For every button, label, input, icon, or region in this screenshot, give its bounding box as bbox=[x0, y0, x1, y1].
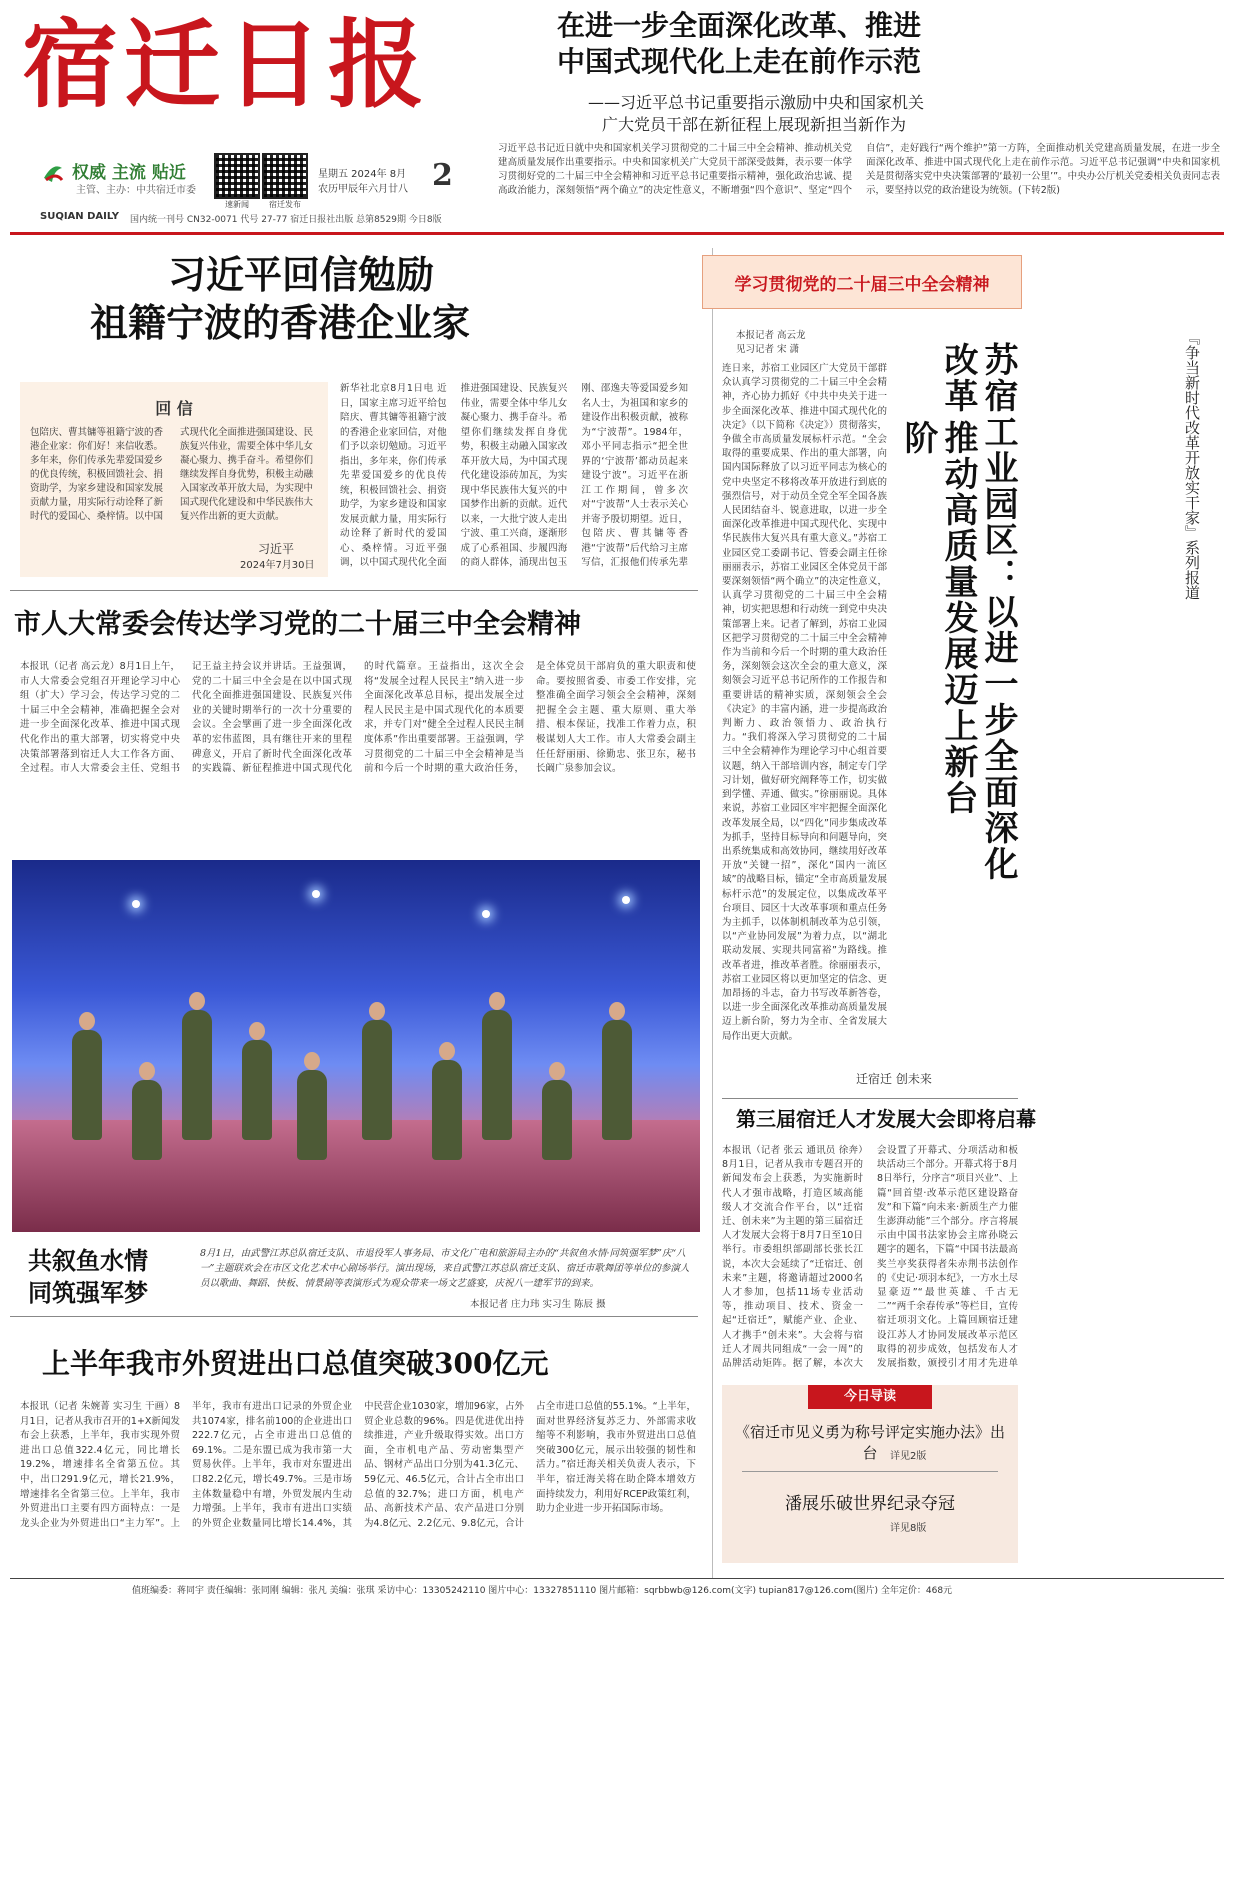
performer bbox=[72, 1030, 102, 1140]
talent-body: 本报讯（记者 张云 通讯员 徐奔）8月1日，记者从我市专题召开的新闻发布会上获悉，为实施新时代人才强市战略，打造区域高能级人才交流合作平台，以“迁宿迁、创未来”为主题的第三届宿迁人才发展大会将于8月7日至10日举行。市委组织部副部长张长江说，本次大会延续了“迁宿迁、创未来”主题，将邀请超过2000名人才参加，包括11场专业活动等，推动项目、技术、资金一起“迁宿迁”，赋能产业、企业、人才携手“创未来”。大会将与宿迁人才周共同组成“一会一周”的品牌活动矩阵。据了解，本次大会设置了开幕式、分项活动和板块活动三个部分。开幕式将于8月8日举行，分序言“项目兴业”、上篇“回首望·改革示范区建设路奋发”和下篇“向未来·新质生产力催生澎湃动能”三个部分。序言将展示由中国书法家协会主席孙晓云题字的题名，下篇“中国书法最高奖兰亭奖获得者朱赤荆书法创作的《史记·项羽本纪》，一方水土尽显豪迈”“最世英雄、千古无二”“两千余春传承”等栏目，宣传宿迁项羽文化。上篇回顾宿迁建设江苏人才协同发展改革示范区取得的初步成效，包括发布人才发展指数，颁授引才用才先进单 bbox=[722, 1145, 1018, 1370]
guide-item-1-ref[interactable]: 详见2版 bbox=[890, 1451, 927, 1462]
masthead-sponsor: 主管、主办：中共宿迁市委 bbox=[76, 185, 196, 196]
guide-divider bbox=[742, 1471, 998, 1472]
stage-light bbox=[312, 890, 320, 898]
lunar-date: 农历甲辰年六月廿八 bbox=[318, 184, 408, 195]
photo-caption-title-1: 共叙鱼水情 bbox=[28, 1246, 148, 1275]
sidebar-banner-text: 学习贯彻党的二十届三中全会精神 bbox=[734, 275, 990, 295]
top-story-body: 习近平总书记近日就中央和国家机关学习贯彻党的二十届三中全会精神、推动机关党建高质量发展作出重要指示。中央和国家机关广大党员干部深受鼓舞，表示要一体学习贯彻好党的二十届三中全会精神和习近平总书记重要指示精神，强化政治忠诚、提高政治能力，深刻领悟“两个确立”的决定性意义，不断增强“四个意识”、坚定“四个自信”，走好践行“两个维护”第一方阵，全面推动机关党建高质量发展，在进一步全面深化改革、推进中国式现代化上走在前作示范。习近平总书记强调“中央和国家机关是贯彻落实党中央决策部署的‘最初一公里’”。中央办公厅机关党委相关负责同志表示，要坚持以党的政治建设为统领。(下转2版) bbox=[498, 143, 1220, 196]
sidebar-byline-2: 见习记者 宋 潇 bbox=[736, 344, 800, 355]
letter-date: 2024年7月30日 bbox=[240, 560, 315, 571]
letter-text: 包陪庆、曹其镛等祖籍宁波的香港企业家：你们好！来信收悉。多年来，你们传承先辈爱国爱乡的优良传统，积极回馈社会、捐资助学，为家乡建设和国家发展贡献力量，用实际行动诠释了新时代的爱国心、桑梓情。以中国式现代化全面推进强国建设、民族复兴伟业，需要全体中华儿女凝心聚力、携手奋斗。希望你们继续发挥自身优势，积极主动融入国家改革开放大局，为实现中国式现代化建设和中华民族伟大复兴作出新的更大贡献。 bbox=[30, 427, 314, 522]
stage-floor bbox=[12, 1120, 700, 1232]
performer bbox=[297, 1070, 327, 1160]
qr-code-icon bbox=[262, 153, 308, 199]
lead-body: 新华社北京8月1日电 近日，国家主席习近平给包陪庆、曹其镛等祖籍宁波的香港企业家回信，对他们予以亲切勉励。习近平指出，多年来，你们传承先辈爱国爱乡的优良传统，积极回馈社会、捐资助学，为家乡建设和国家发展贡献力量，用实际行动诠释了新时代的爱国心、桑梓情。习近平强调，以中国式现代化全面推进强国建设、民族复兴伟业，需要全体中华儿女凝心聚力、携手奋斗。希望你们继续发挥自身优势，积极主动融入国家改革开放大局，为中国式现代化建设添砖加瓦，为实现中华民族伟大复兴的中国梦作出新的贡献。近代以来，一大批宁波人走出宁波、重工兴商，逐渐形成了心系祖国、步履四海的商人群体，涌现出包玉刚、邵逸夫等爱国爱乡知名人士，为祖国和家乡的建设作出积极贡献，被称为“宁波帮”。1984年，邓小平同志指示“把全世界的‘宁波帮’都动员起来建设宁波”。习近平在浙江工作期间，曾多次对“宁波帮”人士表示关心并寄予殷切期望。近日，包陪庆、曹其镛等香港“宁波帮”后代给习主席写信，汇报他们传承先辈 bbox=[340, 383, 688, 568]
guide-item-2[interactable]: 潘展乐破世界纪录夺冠 bbox=[785, 1494, 955, 1514]
footer-info: 值班编委：蒋同宇 责任编辑：张同刚 编辑：张凡 美编：张琪 采访中心：13305242110 图片中心：13327851110 图片邮箱：sqrbbwb@126.com(文字) tupian817@126.com(图片) 全年定价：468元 bbox=[132, 1586, 953, 1596]
newspaper-logo-icon bbox=[40, 160, 66, 186]
english-name: SUQIAN DAILY bbox=[40, 211, 119, 222]
guide-item-2-ref[interactable]: 详见8版 bbox=[890, 1523, 927, 1534]
stage-light bbox=[622, 896, 630, 904]
letter-title: 回 信 bbox=[155, 399, 193, 418]
performer bbox=[182, 1010, 212, 1140]
qr-label: 速新闻 bbox=[225, 200, 249, 209]
section-divider bbox=[10, 590, 698, 591]
performer bbox=[362, 1020, 392, 1140]
qr-label: 宿迁发布 bbox=[269, 200, 301, 209]
sidebar-body: 连日来，苏宿工业园区广大党员干部群众认真学习贯彻党的二十届三中全会精神，齐心协力抓好《中共中央关于进一步全面深化改革、推进中国式现代化的决定》（以下简称《决定》）贯彻落实，争做全市高质量发展标杆示范。“全会取得的重要成果、作出的重大部署，向国内国际释放了以习近平同志为核心的党中央坚定不移将改革开放进行到底的强烈信号，对于动员全党全军全国各族人民团结奋斗、锐意进取，以进一步全面深化改革推进中国式现代化、实现中华民族伟大复兴具有重大意义。”苏宿工业园区党工委副书记、管委会副主任徐丽丽表示，苏宿工业园区全体党员干部要深刻领悟“两个确立”的决定性意义，认真学习贯彻党的二十届三中全会精神，切实把思想和行动统一到党中央决策部署上来。记者了解到，苏宿工业园区把学习贯彻党的二十届三中全会精神作为当前和今后一个时期的重大政治任务，深刻领会这次全会的重大意义，深刻领会习近平总书记所作的工作报告和重要讲话的精神实质，深刻领会全会《决定》的丰富内涵，进一步提高政治判断力、政治领悟力、政治执行力。“我们将深入学习贯彻党的二十届三中全会精神作为理论学习中心组首要议题，纳入干部培训内容，制定专门学习计划，做好研究阐释等工作，切实做到学懂、弄通、做实。”徐丽丽说。具体来说，苏宿工业园区牢牢把握全面深化改革发展全局，以“四化”同步集成改革为抓手，坚持目标导向和问题导向，突出系统集成和高效协同，继续用好改革开放“关键一招”，深化“国内一流区域”的战略目标，锚定“全市高质量发展标杆示范”的发展定位，以集成改革平台项目、园区十大改革事项和重点任务为主抓手，以体制机制改革为总引领，以“产业协同发展”为着力点，以“湖北联动发展、实现共同富裕”为路线。推改革者进，推改革者胜。徐丽丽表示，苏宿工业园区将以更加坚定的信念、更加昂扬的斗志，奋力书写改革新答卷，以进一步全面深化改革推动高质量发展迈上新台阶，努力为全市、全省发展大局作出更大贡献。 bbox=[722, 363, 887, 1042]
trade-body: 本报讯（记者 朱婉菁 实习生 干画）8月1日，记者从我市召开的1+X新闻发布会上获悉，上半年，我市实现外贸进出口总值322.4亿元，同比增长19.2%，增速排名全省第五位。其中，出口291.9亿元，增长21.9%，增速排名全省第三位。上半年，我市外贸进出口主要有四方面特点：一是龙头企业为外贸进出口“主力军”。上半年，我市有进出口记录的外贸企业共1074家，排名前100的企业进出口222.7亿元，占全市进出口总值的69.1%。二是东盟已成为我市第一大贸易伙伴。上半年，我市对东盟进出口82.2亿元，增长49.7%。三是市场主体数量稳中有增，外贸发展内生动力增强。上半年，我市有进出口实绩的外贸企业数量同比增长14.4%，其中民营企业1030家，增加96家，占外贸企业总数的96%。四是优进优出持续推进，产业升级取得实效。出口方面，全市机电产品、劳动密集型产品、钢材产品出口分别为41.3亿元、59亿元、46.5亿元，合计占全市出口总值的32.7%；进口方面，机电产品、高新技术产品、农产品进口分别为4.8亿元、2.2亿元、9.8亿元，合计占全市进口总值的55.1%。“上半年，面对世界经济复苏乏力、外部需求收缩等不利影响，我市外贸进出口总值突破300亿元，展示出较强的韧性和活力。”宿迁海关相关负责人表示，下半年，宿迁海关将在助企降本增效方面持续发力，利用好RCEP政策红利，助力企业进一步开拓国际市场。 bbox=[20, 1401, 696, 1529]
talent-tag: 迁宿迁 创未来 bbox=[856, 1072, 932, 1086]
talent-title: 第三届宿迁人才发展大会即将启幕 bbox=[736, 1107, 1036, 1131]
top-story-subtitle-2: 广大党员干部在新征程上展现新担当新作为 bbox=[602, 115, 907, 134]
sidebar-series-label: 『争当新时代改革开放实干家』系列报道 bbox=[1183, 330, 1201, 600]
performer bbox=[242, 1040, 272, 1140]
issue-day: 2 bbox=[432, 158, 453, 193]
masthead-slogan: 权威 主流 贴近 bbox=[72, 163, 186, 183]
top-story-title-2: 中国式现代化上走在前作示范 bbox=[557, 45, 922, 78]
top-story-subtitle-1: ——习近平总书记重要指示激励中央和国家机关 bbox=[588, 93, 925, 112]
performer bbox=[602, 1020, 632, 1140]
photo-caption-title-2: 同筑强军梦 bbox=[28, 1278, 148, 1307]
stage-light bbox=[132, 900, 140, 908]
publication-info: 国内统一刊号 CN32-0071 代号 27-77 宿迁日报社出版 总第8529期 今日8版 bbox=[130, 215, 442, 225]
congress-title: 市人大常委会传达学习党的二十届三中全会精神 bbox=[14, 609, 581, 640]
stage-light bbox=[482, 910, 490, 918]
performer bbox=[432, 1060, 462, 1160]
footer-divider bbox=[10, 1578, 1224, 1579]
letter-box bbox=[20, 382, 328, 577]
letter-signature: 习近平 bbox=[258, 542, 295, 556]
photo-caption-text: 8月1日，由武警江苏总队宿迁支队、市退役军人事务局、市文化广电和旅游局主办的“共叙鱼水情·同筑强军梦”庆“八一”主题联欢会在市区文化艺术中心剧场举行。演出现场，来自武警江苏总队宿迁支队、宿迁市歌舞团等单位的参演人员以歌曲、舞蹈、快板、情景剧等表演形式为观众带来一场文艺盛宴，庆祝八一建军节的到来。 bbox=[200, 1248, 690, 1289]
photo-credit: 本报记者 庄力玮 实习生 陈辰 摄 bbox=[470, 1299, 606, 1310]
trade-title: 上半年我市外贸进出口总值突破300亿元 bbox=[42, 1347, 549, 1380]
lead-title-1: 习近平回信勉励 bbox=[168, 252, 435, 297]
performer bbox=[132, 1080, 162, 1160]
lead-title-2: 祖籍宁波的香港企业家 bbox=[90, 300, 471, 345]
performer bbox=[482, 1010, 512, 1140]
sidebar-banner bbox=[702, 255, 1022, 309]
issue-date: 星期五 2024年 8月 bbox=[318, 169, 407, 180]
sidebar-title-2: 推动高质量发展迈上新台阶 bbox=[898, 420, 978, 816]
qr-code-icon bbox=[214, 153, 260, 199]
sidebar-title-1: 苏宿工业园区：以进一步全面深化改革 bbox=[938, 342, 1018, 882]
today-guide-label: 今日导读 bbox=[808, 1385, 932, 1409]
masthead-title: 宿迁日报 bbox=[22, 8, 430, 121]
top-story-title-1: 在进一步全面深化改革、推进 bbox=[557, 9, 922, 42]
today-guide-box bbox=[722, 1385, 1018, 1563]
guide-item-1[interactable]: 《宿迁市见义勇为称号评定实施办法》出台 bbox=[734, 1423, 1005, 1462]
section-divider bbox=[722, 1098, 1018, 1099]
performer bbox=[542, 1080, 572, 1160]
section-divider bbox=[10, 1316, 698, 1317]
performance-photo bbox=[12, 860, 700, 1232]
congress-body: 本报讯（记者 高云龙）8月1日上午，市人大常委会党组召开理论学习中心组（扩大）学习会，传达学习党的二十届三中全会精神，准确把握全会对进一步全面深化改革、推进中国式现代化作出的重大部署，切实将党中央决策部署落到宿迁人大工作各方面、全过程。市人大常委会主任、党组书记王益主持会议并讲话。王益强调，党的二十届三中全会是在以中国式现代化全面推进强国建设、民族复兴伟业的关键时期举行的一次十分重要的会议。全会擘画了进一步全面深化改革的宏伟蓝图，具有继往开来的里程碑意义，开启了新时代全面深化改革的实践篇、新征程推进中国式现代化的时代篇章。王益指出，这次全会将“发展全过程人民民主”纳入进一步全面深化改革总目标，提出发展全过程人民民主是中国式现代化的本质要求，并专门对“健全全过程人民民主制度体系”作出重要部署。王益强调，学习贯彻党的二十届三中全会精神是当前和今后一个时期的重大政治任务，是全体党员干部肩负的重大职责和使命。要按照省委、市委工作安排，完整准确全面学习领会全会精神，深刻把握全会主题、重大原则、重大举措、根本保证，找准工作着力点，积极谋划人大工作。市人大常委会副主任任舒丽丽、徐勤忠、张卫东，秘书长阚广泉参加会议。 bbox=[20, 661, 696, 775]
sidebar-byline-1: 本报记者 高云龙 bbox=[736, 330, 806, 341]
masthead-divider bbox=[10, 232, 1224, 235]
column-divider bbox=[712, 248, 713, 1578]
